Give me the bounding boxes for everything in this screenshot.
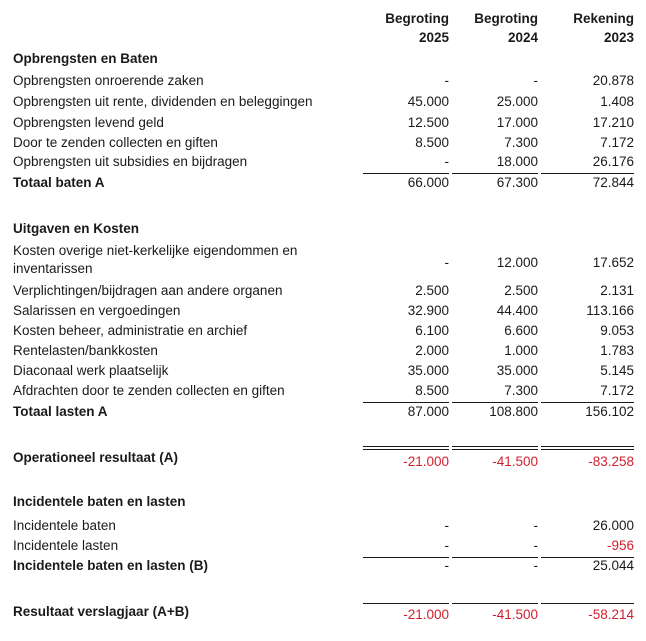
section-heading-label: Uitgaven en Kosten: [13, 221, 140, 236]
total-row-lasten: [0, 404, 646, 424]
value-2025: -: [444, 255, 449, 270]
value-2024: -41.500: [492, 454, 538, 469]
result-divider: [452, 446, 538, 447]
row-label: Afdrachten door te zenden collecten en giften: [13, 383, 285, 398]
value-2023: 1.783: [600, 343, 634, 358]
section-heading-baten: [0, 51, 646, 71]
value-2024: 7.300: [504, 135, 538, 150]
column-header-begroting-2025: [349, 9, 449, 47]
row-label: Incidentele baten: [13, 518, 116, 533]
value-2023: 9.053: [600, 323, 634, 338]
value-2024: 7.300: [504, 383, 538, 398]
value-2024: 67.300: [496, 175, 538, 190]
value-2025: -: [444, 558, 449, 573]
subtotal-divider: [452, 173, 538, 174]
row-label: Opbrengsten uit subsidies en bijdragen: [13, 154, 248, 169]
value-2023: 1.408: [600, 94, 634, 109]
value-2023: 113.166: [586, 303, 634, 318]
column-header-line1: Begroting: [385, 11, 449, 26]
row-label: Verplichtingen/bijdragen aan andere organen: [13, 283, 283, 298]
value-2023: 20.878: [592, 73, 634, 88]
value-2024: 44.400: [496, 303, 538, 318]
value-2025: 2.000: [415, 343, 449, 358]
table-row: [0, 343, 646, 363]
value-2023: 25.044: [592, 558, 634, 573]
row-label: Opbrengsten onroerende zaken: [13, 73, 204, 88]
result-values-verslagjaar: [0, 607, 646, 627]
table-row: [0, 283, 646, 303]
column-header-line2: 2023: [603, 30, 634, 45]
value-2024: -41.500: [492, 607, 538, 622]
row-label: Door te zenden collecten en giften: [13, 135, 218, 150]
table-row: [0, 383, 646, 403]
value-2024: 25.000: [496, 94, 538, 109]
value-2025: 2.500: [415, 283, 449, 298]
value-2023: 156.102: [585, 404, 634, 419]
table-row: [0, 94, 646, 114]
value-2025: 66.000: [407, 175, 449, 190]
value-2024: -: [533, 558, 538, 573]
value-2023: 17.210: [592, 115, 634, 130]
value-2025: 87.000: [407, 404, 449, 419]
row-label: Operationeel resultaat (A): [13, 450, 179, 465]
value-2023: 17.652: [592, 255, 634, 270]
value-2024: -: [533, 73, 538, 88]
value-2023: 5.145: [600, 363, 634, 378]
column-header-line2: 2025: [418, 30, 449, 45]
value-2024: 18.000: [496, 154, 538, 169]
row-label: Salarissen en vergoedingen: [13, 303, 181, 318]
row-label: Diaconaal werk plaatselijk: [13, 363, 169, 378]
value-2025: -: [444, 518, 449, 533]
value-2025: -21.000: [403, 454, 449, 469]
table-row: [0, 73, 646, 93]
row-label-line1: Kosten overige niet-kerkelijke eigendommen en: [13, 243, 298, 258]
table-row: [0, 538, 646, 558]
section-heading-label: Incidentele baten en lasten: [13, 494, 186, 509]
value-2025: 35.000: [407, 363, 449, 378]
row-label: Incidentele lasten: [13, 538, 119, 553]
value-2024: 108.800: [489, 404, 538, 419]
column-header-line1: Rekening: [573, 11, 634, 26]
value-2025: 12.500: [407, 115, 449, 130]
value-2024: 1.000: [504, 343, 538, 358]
value-2024: 17.000: [496, 115, 538, 130]
value-2023: 26.176: [592, 154, 634, 169]
value-2025: -: [444, 538, 449, 553]
section-heading-label: Opbrengsten en Baten: [13, 51, 158, 66]
subtotal-divider: [541, 402, 634, 403]
value-2023: 26.000: [592, 518, 634, 533]
value-2025: -21.000: [403, 607, 449, 622]
value-2023: 7.172: [600, 135, 634, 150]
value-2023: -956: [606, 538, 634, 553]
value-2025: 6.100: [415, 323, 449, 338]
table-row: [0, 363, 646, 383]
row-label: Totaal lasten A: [13, 404, 108, 419]
column-header-begroting-2024: [438, 9, 538, 47]
column-header-line2: 2024: [507, 30, 538, 45]
row-label-line2: inventarissen: [13, 261, 93, 276]
table-row: [0, 154, 646, 174]
result-divider: [363, 446, 449, 447]
table-row: [0, 135, 646, 155]
row-label: Incidentele baten en lasten (B): [13, 558, 209, 573]
row-label: Resultaat verslagjaar (A+B): [13, 604, 189, 619]
row-label: Kosten beheer, administratie en archief: [13, 323, 248, 338]
subtotal-divider: [452, 402, 538, 403]
value-2025: 8.500: [415, 135, 449, 150]
value-2023: 2.131: [600, 283, 634, 298]
table-row: [0, 243, 646, 281]
row-label: Opbrengsten uit rente, dividenden en beleggingen: [13, 94, 313, 109]
value-2024: 6.600: [504, 323, 538, 338]
column-header-line1: Begroting: [474, 11, 538, 26]
row-label: Rentelasten/bankkosten: [13, 343, 158, 358]
value-2025: 45.000: [407, 94, 449, 109]
value-2025: -: [444, 73, 449, 88]
table-row: [0, 518, 646, 538]
value-2023: -58.214: [588, 607, 634, 622]
table-row: [0, 323, 646, 343]
row-label: Totaal baten A: [13, 175, 105, 190]
row-label: Opbrengsten levend geld: [13, 115, 164, 130]
subtotal-divider: [541, 173, 634, 174]
value-2024: 2.500: [504, 283, 538, 298]
total-row-incidenteel: [0, 558, 646, 578]
section-heading-lasten: [0, 221, 646, 241]
result-values-operationeel: [0, 454, 646, 474]
value-2023: 72.844: [592, 175, 634, 190]
value-2025: 8.500: [415, 383, 449, 398]
result-divider: [541, 446, 634, 447]
value-2024: -: [533, 538, 538, 553]
table-row: [0, 115, 646, 135]
subtotal-divider: [363, 402, 449, 403]
subtotal-divider: [363, 173, 449, 174]
value-2023: 7.172: [600, 383, 634, 398]
value-2024: 12.000: [496, 255, 538, 270]
value-2025: -: [444, 154, 449, 169]
total-row-baten: [0, 175, 646, 195]
table-row: [0, 303, 646, 323]
value-2025: 32.900: [407, 303, 449, 318]
column-header-rekening-2023: [534, 9, 634, 47]
value-2024: -: [533, 518, 538, 533]
section-heading-incidenteel: [0, 494, 646, 514]
value-2024: 35.000: [496, 363, 538, 378]
value-2023: -83.258: [588, 454, 634, 469]
